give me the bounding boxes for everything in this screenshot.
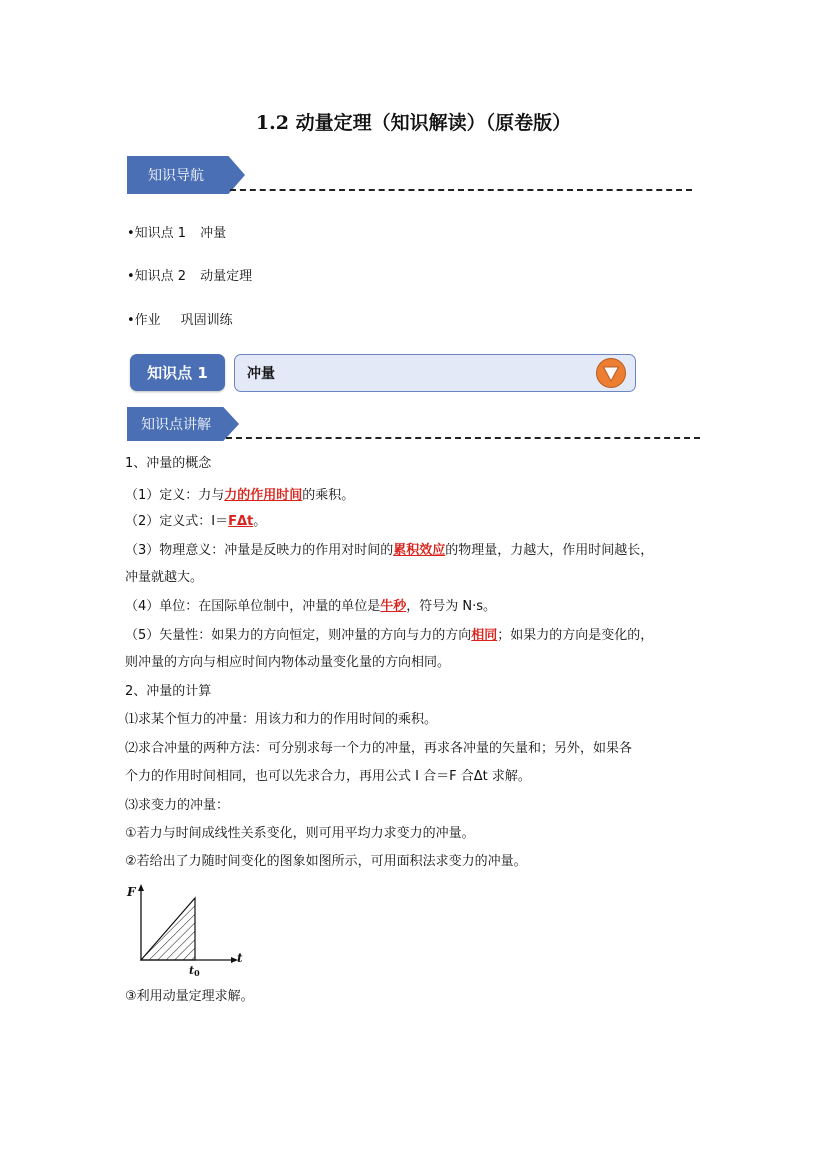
calc-line-3-3: ③利用动量定理求解。 <box>125 989 254 1004</box>
toc-item-label: •作业 <box>127 313 161 328</box>
calc-line-3-1: ①若力与时间成线性关系变化，则可用平均力求变力的冲量。 <box>125 826 475 841</box>
impulse-area <box>141 898 195 960</box>
t0-label: t0 <box>189 964 200 977</box>
vector-line-2: 则冲量的方向与相应时间内物体动量变化量的方向相同。 <box>125 655 451 670</box>
calc-line-3: ⑶求变力的冲量： <box>125 798 230 813</box>
section1-heading: 1、冲量的概念 <box>125 456 212 471</box>
force-time-graph <box>125 882 250 977</box>
x-axis-label: t <box>237 951 243 965</box>
explain-banner <box>127 407 239 441</box>
explain-banner-label: 知识点讲解 <box>141 417 211 433</box>
toc-item-topic: 巩固训练 <box>180 313 233 328</box>
definition-line: （1）定义：力与力的作用时间的乘积。 <box>125 488 355 503</box>
calc-line-2a: ⑵求合冲量的两种方法：可分别求每一个力的冲量，再求各冲量的矢量和；另外，如果各 <box>125 741 633 756</box>
section2-heading: 2、冲量的计算 <box>125 684 212 699</box>
toc-item-label: •知识点 1 <box>127 226 187 241</box>
toc-item-topic: 动量定理 <box>200 269 253 284</box>
nav-divider <box>230 189 692 191</box>
page-title: 1.2 动量定理（知识解读）（原卷版） <box>255 112 572 134</box>
unit-line: （4）单位：在国际单位制中，冲量的单位是牛秒，符号为 N·s。 <box>125 599 497 614</box>
meaning-line-2: 冲量就越大。 <box>125 570 204 585</box>
toc-item-2[interactable] <box>127 265 252 284</box>
calc-line-1: ⑴求某个恒力的冲量：用该力和力的作用时间的乘积。 <box>125 712 438 727</box>
kp-card-title-bar[interactable] <box>234 354 636 392</box>
down-triangle-icon[interactable] <box>595 357 627 389</box>
y-axis-arrow <box>138 884 144 891</box>
toc-item-3[interactable] <box>127 309 233 328</box>
vector-line: （5）矢量性：如果力的方向恒定，则冲量的方向与力的方向相同；如果力的方向是变化的， <box>125 628 654 643</box>
nav-banner <box>127 156 245 194</box>
calc-line-2b: 个力的作用时间相同，也可以先求合力，再用公式 I 合＝F 合Δt 求解。 <box>125 769 531 784</box>
y-axis-label: F <box>127 885 136 899</box>
kp-card-title: 冲量 <box>247 366 275 382</box>
meaning-line: （3）物理意义：冲量是反映力的作用对时间的累积效应的物理量，力越大，作用时间越长， <box>125 543 654 558</box>
toc-item-label: •知识点 2 <box>127 269 187 284</box>
toc-item-1[interactable] <box>127 222 226 241</box>
explain-divider <box>226 437 700 439</box>
kp-card-number: 知识点 1 <box>130 354 225 391</box>
formula-line: （2）定义式：I＝FΔt。 <box>125 514 267 529</box>
calc-line-3-2: ②若给出了力随时间变化的图象如图所示，可用面积法求变力的冲量。 <box>125 854 527 869</box>
nav-banner-label: 知识导航 <box>148 168 204 184</box>
toc-item-topic: 冲量 <box>200 226 227 241</box>
